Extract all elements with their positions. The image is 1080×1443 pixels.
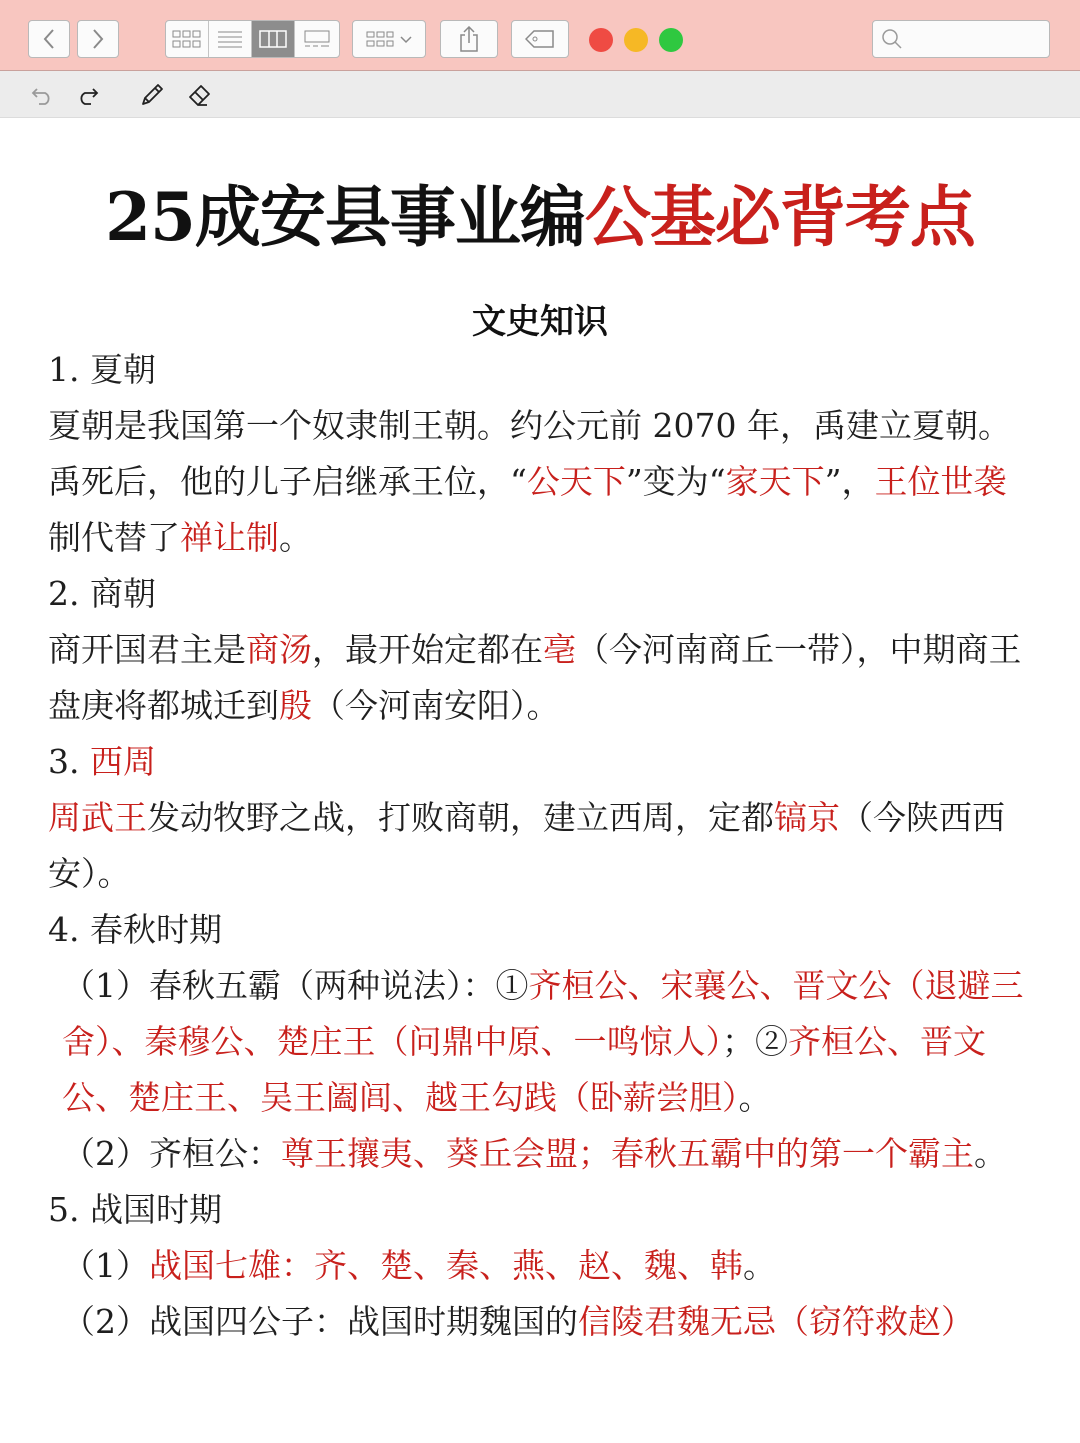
highlight: 王位世袭 bbox=[874, 462, 1007, 501]
list-view-icon bbox=[217, 30, 243, 48]
heading-zhanguo: 5. 战国时期 bbox=[48, 1190, 222, 1229]
group-by-dropdown[interactable] bbox=[352, 20, 426, 58]
text: （1） bbox=[62, 1246, 149, 1285]
column-view-button[interactable] bbox=[252, 21, 295, 57]
paragraph-chunqiu-2 bbox=[48, 1126, 1033, 1182]
grid-view-button[interactable] bbox=[166, 21, 209, 57]
share-button[interactable] bbox=[440, 20, 498, 58]
highlight: 信陵君魏无忌（窃符救赵） bbox=[578, 1302, 974, 1341]
text: ”变为“ bbox=[625, 462, 726, 501]
highlight: 禅让制 bbox=[180, 518, 279, 557]
search-icon bbox=[881, 28, 903, 50]
redo-button[interactable] bbox=[74, 81, 102, 109]
search-input[interactable] bbox=[909, 31, 1049, 47]
list-view-button[interactable] bbox=[209, 21, 252, 57]
text: （今陕西西安）。 bbox=[48, 798, 1005, 893]
highlight: 殷 bbox=[279, 686, 312, 725]
redo-icon bbox=[77, 85, 99, 105]
text: （2）齐桓公： bbox=[62, 1134, 281, 1173]
view-mode-segmented-control bbox=[165, 20, 340, 58]
document-body bbox=[48, 342, 1033, 1350]
section-heading: 文史知识 bbox=[472, 302, 608, 342]
forward-icon bbox=[91, 28, 105, 50]
gallery-view-button[interactable] bbox=[295, 21, 338, 57]
group-icon bbox=[366, 31, 394, 47]
share-icon bbox=[458, 26, 480, 52]
pencil-tool-button[interactable] bbox=[138, 81, 166, 109]
tag-icon bbox=[525, 30, 555, 48]
undo-button[interactable] bbox=[28, 81, 56, 109]
eraser-tool-button[interactable] bbox=[186, 81, 214, 109]
pencil-icon bbox=[139, 82, 165, 108]
title-black: 25成安县事业编 bbox=[105, 178, 585, 256]
text: （今河南商丘一带），中期商王盘庚将都城迁到 bbox=[48, 630, 1022, 725]
highlight: 亳 bbox=[543, 630, 576, 669]
text: ；② bbox=[722, 1022, 788, 1061]
text: 3. bbox=[48, 742, 90, 781]
paragraph-chunqiu-1 bbox=[48, 958, 1033, 1126]
text: 制代替了 bbox=[48, 518, 180, 557]
zoom-window-button[interactable] bbox=[659, 28, 683, 52]
text: （1）春秋五霸（两种说法）：① bbox=[62, 966, 529, 1005]
paragraph-shang bbox=[48, 622, 1033, 734]
text: ，最开始定都在 bbox=[312, 630, 543, 669]
highlight: 尊王攘夷、葵丘会盟；春秋五霸中的第一个霸主 bbox=[281, 1134, 974, 1173]
highlight: 家天下 bbox=[725, 462, 825, 501]
column-view-icon bbox=[259, 30, 287, 48]
grid-view-icon bbox=[172, 30, 202, 48]
text: 夏朝是我国第一个奴隶制王朝。约公元前 2070 年，禹建立夏朝。禹死后，他的儿子启继承王位，“ bbox=[48, 406, 1011, 501]
highlight: 齐桓公、宋襄公、晋文公（退避三舍）、秦穆公、楚庄王（问鼎中原、一鸣惊人） bbox=[62, 966, 1024, 1061]
title-red: 公基必背考点 bbox=[584, 178, 975, 256]
markup-toolbar bbox=[0, 71, 1080, 118]
highlight: 镐京 bbox=[774, 798, 840, 837]
highlight: 商汤 bbox=[246, 630, 312, 669]
text: 。 bbox=[974, 1134, 1007, 1173]
highlight: 齐桓公、晋文公、楚庄王、吴王阖闾、越王勾践（卧薪尝胆） bbox=[62, 1022, 986, 1117]
highlight: 周武王 bbox=[48, 798, 147, 837]
tag-button[interactable] bbox=[511, 20, 569, 58]
window-toolbar bbox=[0, 0, 1080, 71]
document-title bbox=[0, 164, 1080, 259]
text: 。 bbox=[738, 1078, 772, 1117]
text: ”， bbox=[824, 462, 875, 501]
chevron-down-icon bbox=[400, 34, 412, 44]
forward-button[interactable] bbox=[77, 20, 119, 58]
text: （2）战国四公子：战国时期魏国的 bbox=[62, 1302, 578, 1341]
text: 发动牧野之战，打败商朝，建立西周，定都 bbox=[147, 798, 774, 837]
paragraph-zhanguo-1 bbox=[48, 1238, 1033, 1294]
heading-shang: 2. 商朝 bbox=[48, 574, 156, 613]
paragraph-xia bbox=[48, 398, 1033, 566]
text: 。 bbox=[743, 1246, 776, 1285]
undo-icon bbox=[31, 85, 53, 105]
text: 商开国君主是 bbox=[48, 630, 246, 669]
paragraph-zhanguo-2 bbox=[48, 1294, 1033, 1350]
gallery-view-icon bbox=[303, 30, 331, 48]
paragraph-xizhou bbox=[48, 790, 1033, 902]
back-icon bbox=[42, 28, 56, 50]
heading-xia: 1. 夏朝 bbox=[48, 350, 156, 389]
minimize-window-button[interactable] bbox=[624, 28, 648, 52]
highlight: 西周 bbox=[89, 742, 156, 781]
heading-chunqiu: 4. 春秋时期 bbox=[48, 910, 222, 949]
text: （今河南安阳）。 bbox=[312, 686, 560, 725]
text: 。 bbox=[279, 518, 312, 557]
search-field[interactable] bbox=[872, 20, 1050, 58]
eraser-icon bbox=[187, 82, 213, 108]
heading-xizhou bbox=[48, 734, 1033, 790]
back-button[interactable] bbox=[28, 20, 70, 58]
close-window-button[interactable] bbox=[589, 28, 613, 52]
highlight: 战国七雄：齐、楚、秦、燕、赵、魏、韩 bbox=[149, 1246, 743, 1285]
highlight: 公天下 bbox=[526, 462, 626, 501]
